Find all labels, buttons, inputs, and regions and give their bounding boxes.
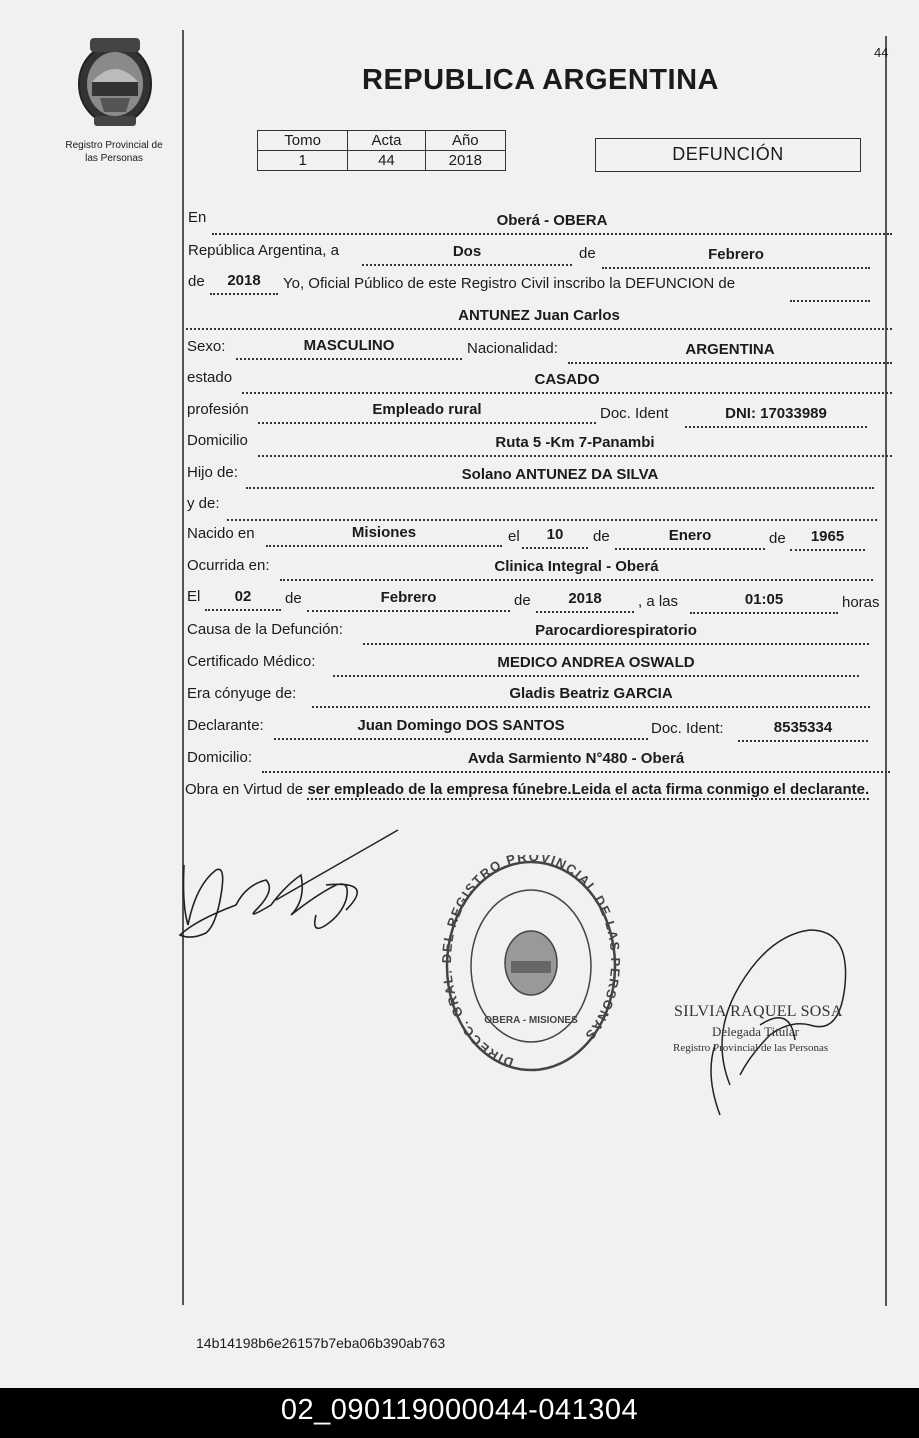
field-declarante: Juan Domingo DOS SANTOS — [274, 718, 648, 740]
label-el: el — [508, 528, 520, 545]
page-number: 44 — [874, 45, 889, 60]
declarant-signature — [176, 825, 406, 945]
field-def-dia: 02 — [205, 589, 281, 611]
field-nacionalidad: ARGENTINA — [568, 342, 892, 364]
logo-caption-line2: las Personas — [85, 153, 143, 164]
field-declarante-domicilio: Avda Sarmiento N°480 - Oberá — [262, 751, 890, 773]
field-hora: 01:05 — [690, 592, 838, 614]
label-a-las: , a las — [638, 593, 679, 610]
field-conyuge: Gladis Beatriz GARCIA — [312, 686, 870, 708]
label-declarante: Declarante: — [187, 717, 264, 734]
stamp-inner-text: OBERA - MISIONES — [484, 1015, 578, 1026]
label-de-6: de — [514, 592, 531, 609]
field-domicilio: Ruta 5 -Km 7-Panambi — [258, 435, 892, 457]
field-madre — [227, 499, 877, 521]
coat-of-arms-icon — [70, 36, 160, 128]
page-title: REPUBLICA ARGENTINA — [362, 64, 719, 96]
field-estado: CASADO — [242, 372, 892, 394]
footer-bar — [0, 1388, 919, 1438]
stamp-seal-icon — [440, 855, 622, 1077]
label-conyuge: Era cónyuge de: — [187, 685, 297, 702]
footer-code: 02_090119000044-041304 — [280, 1394, 639, 1426]
field-dia: Dos — [362, 244, 572, 266]
label-estado: estado — [187, 369, 233, 386]
label-de-3: de — [593, 528, 610, 545]
field-padre: Solano ANTUNEZ DA SILVA — [246, 467, 874, 489]
label-de-1: de — [579, 245, 596, 262]
field-obra: ser empleado de la empresa fúnebre.Leida el acta firma conmigo el declarante. — [307, 781, 870, 798]
label-hijo-de: Hijo de: — [187, 464, 238, 481]
label-el-cap: El — [187, 588, 201, 605]
logo-caption — [49, 139, 179, 165]
label-causa: Causa de la Defunción: — [187, 621, 343, 638]
document-hash: 14b14198b6e26157b7eba06b390ab763 — [196, 1335, 446, 1351]
registry-logo — [70, 36, 160, 128]
stamp-outer-text: DIRECC. GRAL. DEL REGISTRO PROVINCIAL DE LAS PERSONAS — [440, 855, 622, 1071]
label-de-2: de — [188, 273, 205, 290]
field-certificado: MEDICO ANDREA OSWALD — [333, 655, 859, 677]
label-ocurrida-en: Ocurrida en: — [187, 557, 270, 574]
field-nac-mes: Enero — [615, 528, 765, 550]
label-domicilio2: Domicilio: — [187, 749, 253, 766]
label-y-de: y de: — [187, 495, 220, 512]
acta-header: Acta — [348, 131, 425, 151]
official-name: SILVIA RAQUEL SOSA — [674, 1003, 843, 1020]
left-margin-line — [182, 30, 184, 1305]
label-obra: Obra en Virtud de — [185, 781, 304, 798]
logo-caption-line1: Registro Provincial de — [65, 140, 163, 151]
field-mes: Febrero — [602, 247, 870, 269]
registry-stamp — [440, 855, 622, 1077]
field-anio: 2018 — [210, 273, 278, 295]
label-de-4: de — [769, 530, 786, 547]
anio-header: Año — [425, 131, 505, 151]
record-type-box: DEFUNCIÓN — [595, 138, 861, 172]
label-certificado: Certificado Médico: — [187, 653, 316, 670]
field-lugar: Oberá - OBERA — [212, 213, 892, 235]
field-sexo: MASCULINO — [236, 338, 462, 360]
field-def-mes: Febrero — [307, 590, 510, 612]
acta-value: 44 — [348, 151, 425, 171]
label-en: En — [188, 209, 207, 226]
obra-paragraph — [185, 779, 889, 801]
label-nacionalidad: Nacionalidad: — [467, 340, 558, 357]
tomo-header: Tomo — [258, 131, 348, 151]
label-profesion: profesión — [187, 401, 249, 418]
field-dni: DNI: 17033989 — [685, 406, 867, 428]
official-role: Delegada Titular — [712, 1024, 800, 1039]
field-nombre: ANTUNEZ Juan Carlos — [186, 308, 892, 330]
field-nac-anio: 1965 — [790, 529, 865, 551]
label-de-5: de — [285, 590, 302, 607]
official-office: Registro Provincial de las Personas — [673, 1042, 829, 1054]
field-causa: Parocardiorespiratorio — [363, 623, 869, 645]
label-horas: horas — [842, 594, 880, 611]
label-sexo: Sexo: — [187, 338, 226, 355]
label-doc-ident2: Doc. Ident: — [651, 720, 724, 737]
field-nacido-en: Misiones — [266, 525, 502, 547]
record-table — [257, 130, 506, 171]
label-yo: Yo, Oficial Público de este Registro Civil inscribo la DEFUNCION de — [283, 275, 736, 292]
field-ocurrida-en: Clinica Integral - Oberá — [280, 559, 873, 581]
anio-value: 2018 — [425, 151, 505, 171]
label-nacido-en: Nacido en — [187, 525, 255, 542]
field-nac-dia: 10 — [522, 527, 588, 549]
field-declarante-doc: 8535334 — [738, 720, 868, 742]
field-def-anio: 2018 — [536, 591, 634, 613]
label-domicilio: Domicilio — [187, 432, 248, 449]
label-doc-ident: Doc. Ident — [600, 405, 669, 422]
field-blank-after-yo — [790, 280, 870, 302]
tomo-value: 1 — [258, 151, 348, 171]
label-republica: República Argentina, a — [188, 242, 339, 259]
field-profesion: Empleado rural — [258, 402, 596, 424]
